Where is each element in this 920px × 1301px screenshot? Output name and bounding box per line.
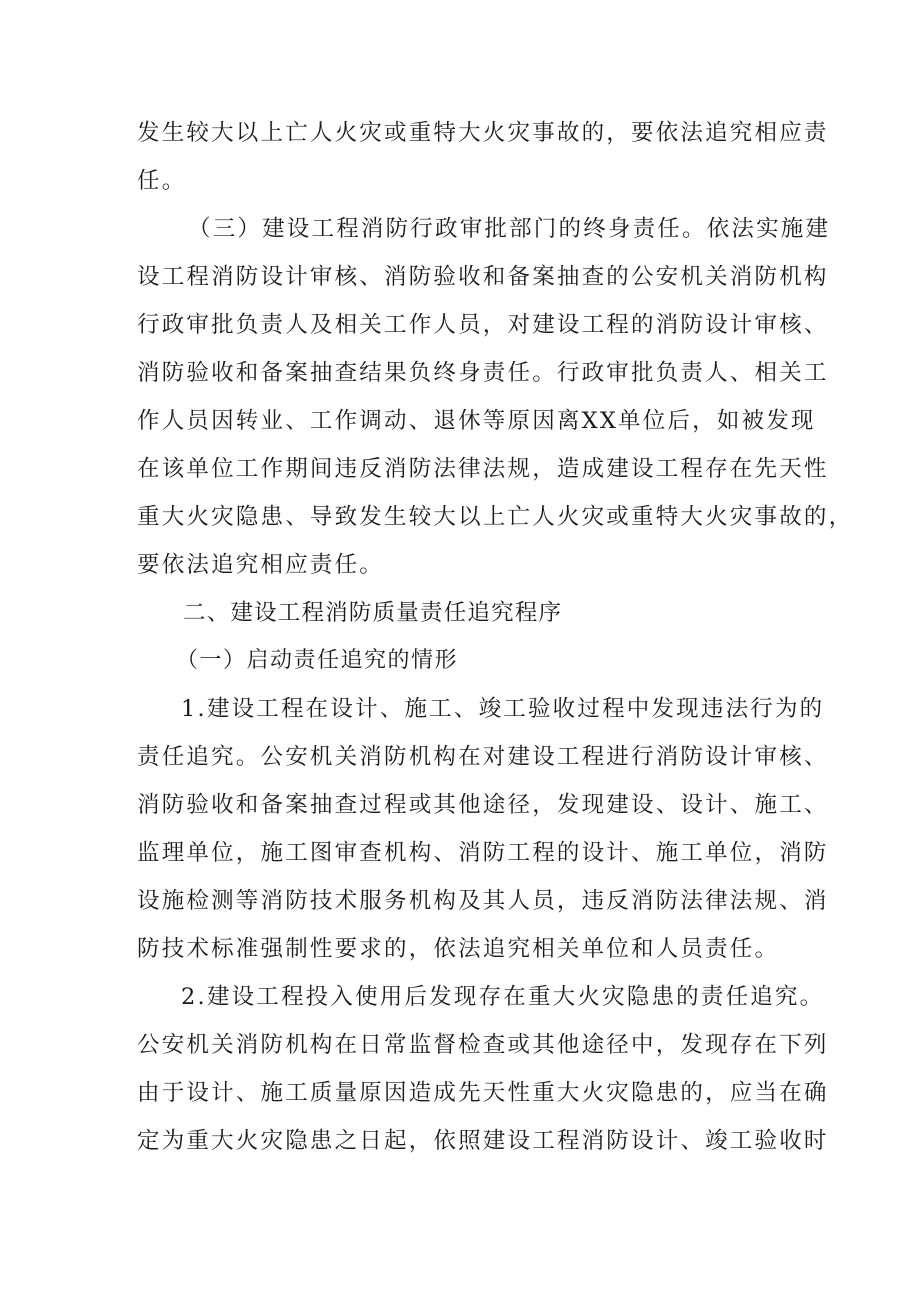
paragraph-line: 设工程消防设计审核、消防验收和备案抽查的公安机关消防机构 [137,264,829,290]
paragraph-line: 行政审批负责人及相关工作人员，对建设工程的消防设计审核、 [137,312,829,338]
paragraph-line: 发生较大以上亡人火灾或重特大火灾事故的，要依法追究相应责 [137,120,829,146]
paragraph-line: 防技术标准强制性要求的，依法追究相关单位和人员责任。 [137,936,780,962]
paragraph-line: 作人员因转业、工作调动、退休等原因离XX单位后，如被发现 [137,408,816,434]
paragraph-line: 监理单位，施工图审查机构、消防工程的设计、施工单位，消防 [137,840,829,866]
paragraph-line: 任。 [137,168,187,194]
paragraph-line: 要依法追究相应责任。 [137,552,385,578]
paragraph-line: 重大火灾隐患、导致发生较大以上亡人火灾或重特大火灾事故的， [137,504,854,530]
paragraph-line: 由于设计、施工质量原因造成先天性重大火灾隐患的，应当在确 [137,1080,829,1106]
section-heading-3: （三）建设工程消防行政审批部门的终身责任。依法实施建 [188,216,831,242]
paragraph-line: 设施检测等消防技术服务机构及其人员，违反消防法律法规、消 [137,888,829,914]
paragraph-line: 定为重大火灾隐患之日起，依照建设工程消防设计、竣工验收时 [137,1128,829,1154]
paragraph-line: 消防验收和备案抽查过程或其他途径，发现建设、设计、施工、 [137,792,829,818]
paragraph-line: 在该单位工作期间违反消防法律法规，造成建设工程存在先天性 [137,456,829,482]
subsection-heading: （一）启动责任追究的情形 [176,648,459,673]
paragraph-line: 责任追究。公安机关消防机构在对建设工程进行消防设计审核、 [137,744,829,770]
chapter-heading: 二、建设工程消防质量责任追究程序 [183,600,563,626]
numbered-item-2: 2.建设工程投入使用后发现存在重大火灾隐患的责任追究。 [181,984,825,1010]
paragraph-line: 公安机关消防机构在日常监督检查或其他途径中，发现存在下列 [137,1032,829,1058]
paragraph-line: 消防验收和备案抽查结果负终身责任。行政审批负责人、相关工 [137,360,829,386]
numbered-item-1: 1.建设工程在设计、施工、竣工验收过程中发现违法行为的 [181,696,825,722]
